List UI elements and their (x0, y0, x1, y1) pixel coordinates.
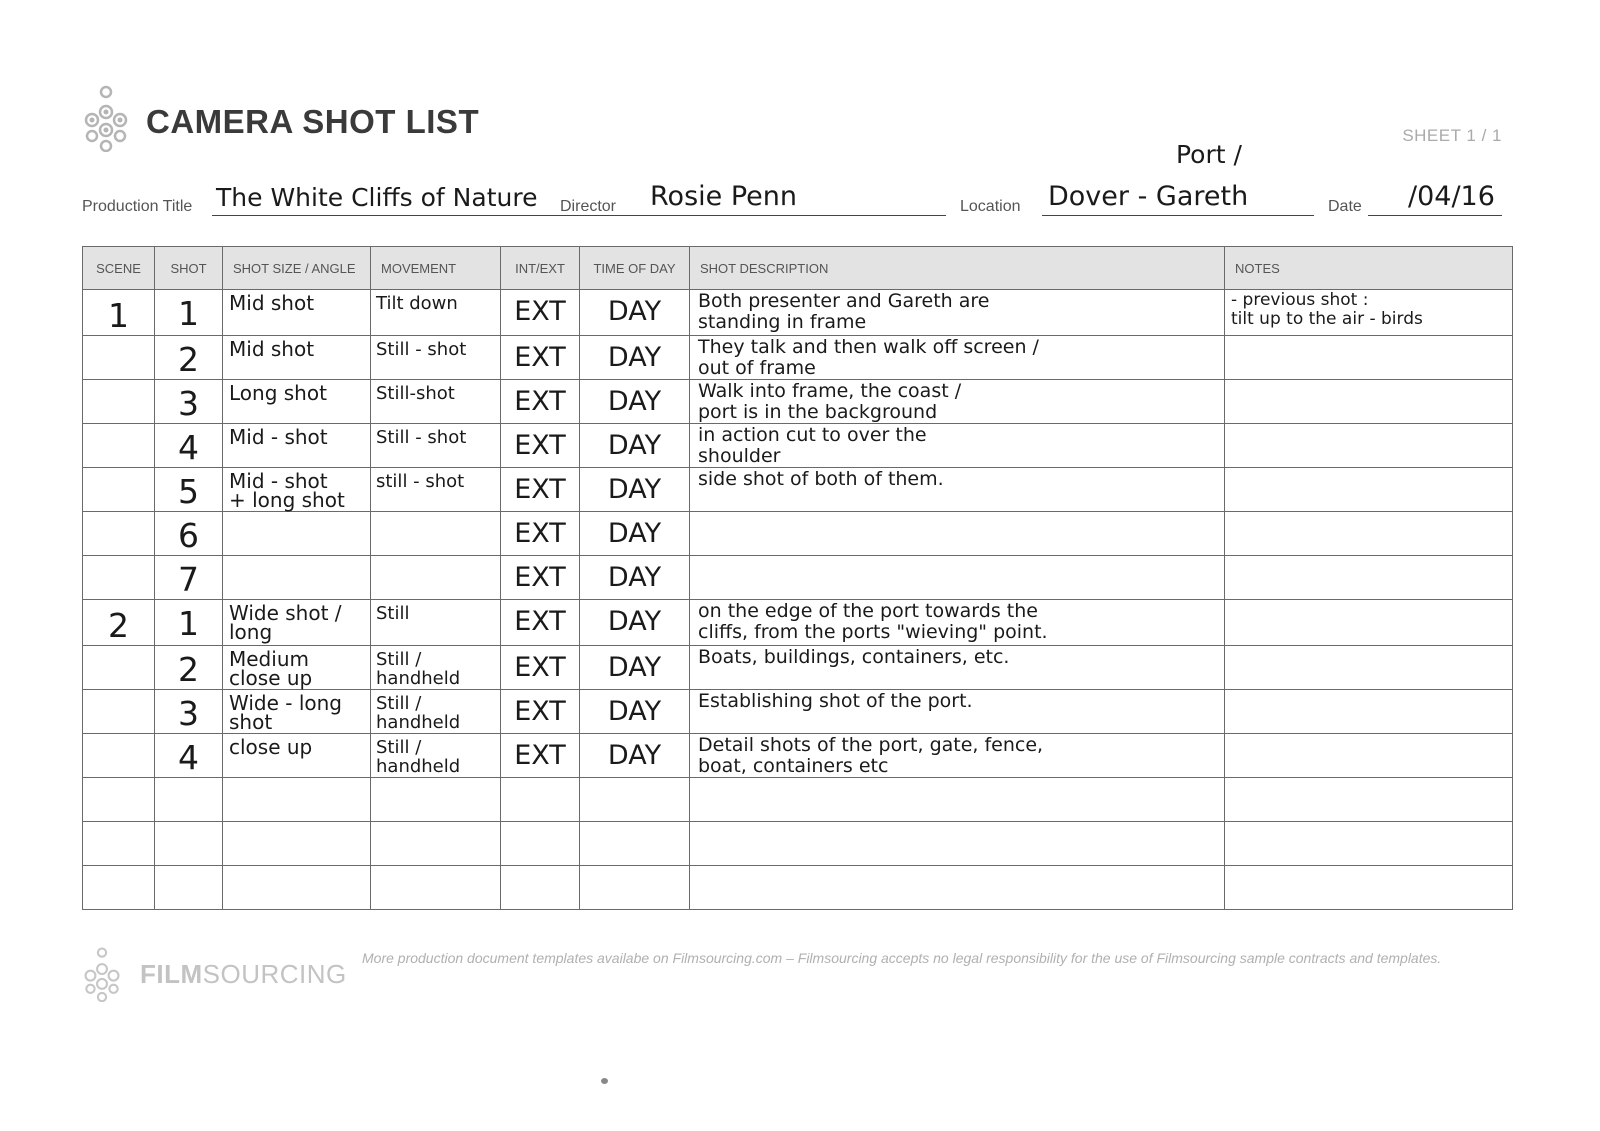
shot-description-cell (690, 290, 1225, 336)
notes-cell (1225, 424, 1513, 468)
scene-value: 2 (108, 606, 129, 645)
movement-cell (371, 556, 501, 600)
header-notes: NOTES (1225, 247, 1513, 290)
movement-cell (371, 600, 501, 646)
shot-size-cell (223, 822, 371, 866)
movement-cell (371, 512, 501, 556)
table-row (83, 512, 1513, 556)
movement-line: Still / (376, 693, 422, 714)
brand-light: SOURCING (202, 958, 347, 989)
scene-cell (83, 468, 155, 512)
shot-size-line: Mid - shot (229, 425, 328, 449)
header-shot-size: SHOT SIZE / ANGLE (223, 247, 371, 290)
scene-value (83, 778, 154, 784)
table-row (83, 646, 1513, 690)
shot-cell (155, 512, 223, 556)
scene-value (83, 336, 154, 342)
notes-cell (1225, 512, 1513, 556)
shot-value (155, 778, 222, 782)
scene-value (83, 822, 154, 828)
scene-cell (83, 556, 155, 600)
int-ext-value: EXT (514, 562, 566, 593)
time-of-day-cell (580, 646, 690, 690)
time-of-day-cell (580, 778, 690, 822)
time-of-day-value: DAY (607, 518, 662, 549)
time-of-day-cell (580, 556, 690, 600)
shot-size-cell (223, 600, 371, 646)
document-footer (82, 946, 347, 1002)
shot-description-cell (690, 600, 1225, 646)
shot-cell (155, 866, 223, 910)
production-fields (82, 140, 1534, 220)
int-ext-value: EXT (514, 430, 566, 461)
time-of-day-cell (580, 336, 690, 380)
director-value: Rosie Penn (650, 181, 797, 212)
location-label: Location (960, 198, 1021, 215)
shot-size-cell (223, 380, 371, 424)
time-of-day-cell (580, 734, 690, 778)
scene-value (83, 468, 154, 474)
shot-value: 6 (178, 516, 199, 555)
shot-size-line: Mid shot (229, 337, 315, 361)
shot-cell (155, 290, 223, 336)
sheet-number: SHEET 1 / 1 (1402, 126, 1502, 145)
time-of-day-value: DAY (607, 430, 662, 461)
shot-description-line: standing in frame (698, 311, 867, 333)
movement-line: Tilt down (376, 293, 458, 314)
brand-bold: FILM (140, 958, 203, 989)
shot-description-line: They talk and then walk off screen / (698, 336, 1039, 358)
table-header-row (83, 247, 1513, 290)
scene-cell (83, 822, 155, 866)
int-ext-cell (501, 556, 580, 600)
scene-value (83, 734, 154, 740)
time-of-day-value: DAY (607, 696, 662, 727)
movement-line: Still / (376, 737, 422, 758)
shot-description-cell (690, 778, 1225, 822)
int-ext-cell (501, 424, 580, 468)
time-of-day-value: DAY (607, 606, 662, 637)
shot-list-table (82, 246, 1513, 910)
shot-description-line: out of frame (698, 357, 816, 379)
shot-description-line: Boats, buildings, containers, etc. (698, 646, 1010, 668)
filmsourcing-footer-logo-icon (82, 946, 122, 1002)
table-row (83, 380, 1513, 424)
shot-value: 1 (178, 604, 199, 643)
time-of-day-value: DAY (607, 386, 662, 417)
notes-cell (1225, 690, 1513, 734)
scene-cell (83, 424, 155, 468)
int-ext-value: EXT (514, 652, 566, 683)
shot-size-cell (223, 556, 371, 600)
shot-description-cell (690, 646, 1225, 690)
int-ext-cell (501, 468, 580, 512)
time-of-day-cell (580, 512, 690, 556)
movement-cell (371, 690, 501, 734)
movement-cell (371, 734, 501, 778)
shot-size-cell (223, 778, 371, 822)
scene-cell (83, 778, 155, 822)
header-scene: SCENE (83, 247, 155, 290)
table-row (83, 690, 1513, 734)
scene-value: 1 (108, 296, 129, 335)
shot-size-line: shot (229, 710, 273, 734)
int-ext-value: EXT (514, 296, 566, 327)
date-label: Date (1328, 198, 1362, 215)
int-ext-value (501, 778, 579, 784)
shot-value: 5 (178, 472, 199, 511)
time-of-day-cell (580, 822, 690, 866)
movement-cell (371, 424, 501, 468)
table-row (83, 734, 1513, 778)
director-label: Director (560, 198, 617, 215)
time-of-day-cell (580, 866, 690, 910)
notes-cell (1225, 556, 1513, 600)
scene-cell (83, 734, 155, 778)
time-of-day-cell (580, 290, 690, 336)
shot-description-line: Establishing shot of the port. (698, 690, 973, 712)
header-time-of-day: TIME OF DAY (580, 247, 690, 290)
movement-cell (371, 822, 501, 866)
shot-size-cell (223, 866, 371, 910)
int-ext-cell (501, 336, 580, 380)
document-title: CAMERA SHOT LIST (146, 103, 480, 140)
production-title-value: The White Cliffs of Nature (216, 183, 538, 212)
time-of-day-cell (580, 424, 690, 468)
scene-value (83, 424, 154, 430)
shot-description-line: cliffs, from the ports "wieving" point. (698, 621, 1048, 643)
movement-line: handheld (376, 756, 461, 777)
movement-cell (371, 336, 501, 380)
scene-cell (83, 690, 155, 734)
table-row (83, 822, 1513, 866)
shot-value (155, 866, 222, 870)
int-ext-cell (501, 380, 580, 424)
time-of-day-value: DAY (607, 474, 662, 505)
shot-description-line: boat, containers etc (698, 755, 889, 777)
time-of-day-value (580, 822, 689, 828)
table-row (83, 778, 1513, 822)
int-ext-value: EXT (514, 696, 566, 727)
shot-description-cell (690, 822, 1225, 866)
table-row (83, 336, 1513, 380)
shot-description-cell (690, 512, 1225, 556)
shot-description-line: side shot of both of them. (698, 468, 944, 490)
time-of-day-value: DAY (607, 652, 662, 683)
int-ext-cell (501, 690, 580, 734)
shot-description-cell (690, 556, 1225, 600)
notes-cell (1225, 734, 1513, 778)
shot-size-line: Mid - shot (229, 469, 328, 493)
scene-cell (83, 646, 155, 690)
production-title-label: Production Title (82, 198, 193, 215)
shot-size-line: Medium (229, 647, 309, 671)
footer-disclaimer: More production document templates availabe on Filmsourcing.com – Filmsourcing accepts no legal responsibility for the use of Filmsourcing sample contracts and templates. (362, 950, 1442, 966)
footer-brand (140, 959, 347, 990)
shot-description-cell (690, 468, 1225, 512)
int-ext-value: EXT (514, 342, 566, 373)
scene-cell (83, 600, 155, 646)
shot-size-cell (223, 468, 371, 512)
shot-description-line: shoulder (698, 445, 781, 467)
header-int-ext: INT/EXT (501, 247, 580, 290)
movement-cell (371, 646, 501, 690)
notes-cell (1225, 866, 1513, 910)
shot-cell (155, 646, 223, 690)
time-of-day-value: DAY (607, 740, 662, 771)
shot-size-cell (223, 690, 371, 734)
int-ext-value: EXT (514, 386, 566, 417)
shot-size-cell (223, 734, 371, 778)
shot-value: 3 (178, 694, 199, 733)
scene-cell (83, 290, 155, 336)
notes-line: - previous shot : (1231, 290, 1369, 310)
notes-cell (1225, 336, 1513, 380)
movement-line: Still - shot (376, 339, 467, 360)
movement-line: handheld (376, 668, 461, 689)
header-shot-description: SHOT DESCRIPTION (690, 247, 1225, 290)
time-of-day-cell (580, 600, 690, 646)
time-of-day-value: DAY (607, 562, 662, 593)
shot-value: 2 (178, 650, 199, 689)
int-ext-cell (501, 822, 580, 866)
notes-cell (1225, 600, 1513, 646)
shot-value: 7 (178, 560, 199, 599)
shot-size-line: close up (229, 666, 313, 690)
time-of-day-cell (580, 380, 690, 424)
shot-value: 2 (178, 340, 199, 379)
shot-description-line: on the edge of the port towards the (698, 600, 1038, 622)
table-row (83, 468, 1513, 512)
shot-description-cell (690, 380, 1225, 424)
int-ext-cell (501, 290, 580, 336)
shot-size-cell (223, 646, 371, 690)
shot-description-line: Detail shots of the port, gate, fence, (698, 734, 1044, 756)
scene-cell (83, 380, 155, 424)
time-of-day-value (580, 778, 689, 784)
int-ext-value: EXT (514, 606, 566, 637)
notes-cell (1225, 822, 1513, 866)
table-row (83, 424, 1513, 468)
notes-cell (1225, 778, 1513, 822)
header-movement: MOVEMENT (371, 247, 501, 290)
document-header (82, 84, 479, 152)
shot-list-body (83, 290, 1513, 910)
movement-cell (371, 468, 501, 512)
shot-description-line: in action cut to over the (698, 424, 927, 446)
shot-cell (155, 690, 223, 734)
shot-cell (155, 822, 223, 866)
movement-line: Still / (376, 649, 422, 670)
scene-value (83, 690, 154, 696)
int-ext-cell (501, 512, 580, 556)
date-value: /04/16 (1408, 181, 1495, 212)
scan-speck (601, 1078, 608, 1084)
shot-cell (155, 424, 223, 468)
movement-cell (371, 778, 501, 822)
int-ext-value: EXT (514, 740, 566, 771)
time-of-day-value: DAY (607, 342, 662, 373)
shot-description-cell (690, 866, 1225, 910)
shot-cell (155, 556, 223, 600)
shot-size-cell (223, 424, 371, 468)
notes-cell (1225, 468, 1513, 512)
shot-size-line: Wide - long (229, 691, 342, 715)
shot-size-line: Mid shot (229, 291, 315, 315)
shot-cell (155, 336, 223, 380)
shot-size-cell (223, 336, 371, 380)
table-row (83, 290, 1513, 336)
shot-cell (155, 380, 223, 424)
shot-description-cell (690, 690, 1225, 734)
scene-value (83, 646, 154, 652)
header-shot: SHOT (155, 247, 223, 290)
movement-line: still - shot (376, 471, 465, 492)
int-ext-cell (501, 600, 580, 646)
int-ext-value (501, 822, 579, 828)
table-row (83, 600, 1513, 646)
scene-value (83, 556, 154, 562)
time-of-day-value: DAY (607, 296, 662, 327)
time-of-day-cell (580, 468, 690, 512)
int-ext-value: EXT (514, 518, 566, 549)
shot-value: 4 (178, 738, 199, 777)
int-ext-value (501, 866, 579, 872)
notes-cell (1225, 380, 1513, 424)
shot-description-cell (690, 424, 1225, 468)
movement-cell (371, 290, 501, 336)
shot-size-line: + long shot (229, 488, 345, 512)
shot-value: 4 (178, 428, 199, 467)
int-ext-cell (501, 734, 580, 778)
scene-value (83, 512, 154, 518)
shot-description-line: port is in the background (698, 401, 938, 423)
scene-value (83, 380, 154, 386)
shot-description-cell (690, 336, 1225, 380)
shot-value: 1 (178, 294, 199, 333)
scene-cell (83, 512, 155, 556)
notes-line: tilt up to the air - birds (1231, 309, 1423, 329)
shot-value (155, 822, 222, 826)
scene-value (83, 866, 154, 872)
scene-cell (83, 866, 155, 910)
shot-size-line: close up (229, 735, 313, 759)
shot-value: 3 (178, 384, 199, 423)
shot-description-line: Walk into frame, the coast / (698, 380, 962, 402)
shot-cell (155, 468, 223, 512)
movement-line: Still - shot (376, 427, 467, 448)
scene-cell (83, 336, 155, 380)
int-ext-cell (501, 778, 580, 822)
movement-cell (371, 380, 501, 424)
shot-size-cell (223, 290, 371, 336)
shot-size-line: Long shot (229, 381, 327, 405)
table-row (83, 556, 1513, 600)
notes-cell (1225, 646, 1513, 690)
time-of-day-value (580, 866, 689, 872)
time-of-day-cell (580, 690, 690, 734)
filmsourcing-logo-icon (82, 84, 130, 152)
movement-line: Still (376, 603, 410, 624)
shot-size-line: long (229, 620, 273, 644)
shot-cell (155, 734, 223, 778)
int-ext-value: EXT (514, 474, 566, 505)
shot-cell (155, 778, 223, 822)
shot-size-cell (223, 512, 371, 556)
int-ext-cell (501, 866, 580, 910)
movement-line: Still-shot (376, 383, 455, 404)
shot-cell (155, 600, 223, 646)
shot-size-line: Wide shot / (229, 601, 342, 625)
table-row (83, 866, 1513, 910)
int-ext-cell (501, 646, 580, 690)
movement-line: handheld (376, 712, 461, 733)
location-value: Dover - Gareth (1048, 181, 1249, 212)
shot-description-line: Both presenter and Gareth are (698, 290, 990, 312)
shot-description-cell (690, 734, 1225, 778)
movement-cell (371, 866, 501, 910)
location-extra-note: Port / (1176, 140, 1242, 169)
notes-cell (1225, 290, 1513, 336)
